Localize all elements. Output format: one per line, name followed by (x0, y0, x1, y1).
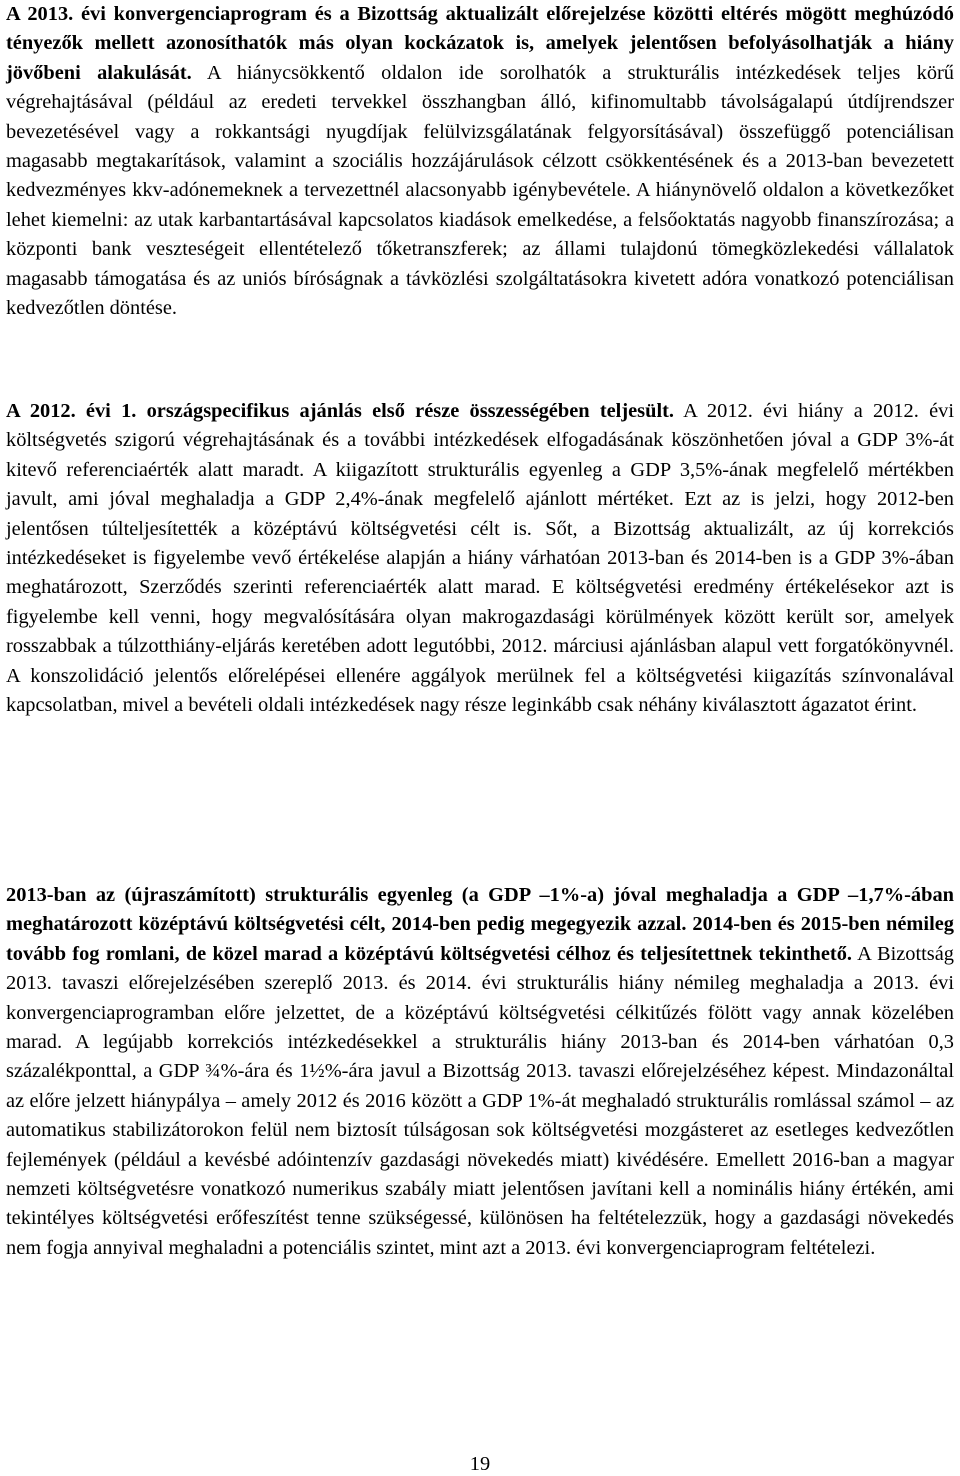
paragraph-body: A hiánycsökkentő oldalon ide sorolhatók a strukturális intézkedések teljes körű végrehajtásával (például az eredeti tervekkel összhangban álló, kifinomultabb távolságalapú útdíjrendszer bevezetésével vagy a rokkantsági nyugdíjak felülvizsgálatának felgyorsításával) összefüggő potenciálisan magasabb megtakarítások, valamint a szociális hozzájárulások célzott csökkentésének és a 2013-ban bevezetett kedvezményes kkv-adónemeknek a tervezettnél alacsonyabb igénybevétele. A hiánynövelő oldalon a következőket lehet kiemelni: az utak karbantartásával kapcsolatos kiadások emelkedése, a felsőoktatás nagyobb finanszírozása; a központi bank veszteségeit ellentételező tőketranszferek; az állami tulajdonú tömegközlekedési vállalatok magasabb támogatása és az uniós bíróságnak a távközlési szolgáltatásokra kivetett adóra vonatkozó potenciálisan kedvezőtlen döntése. (6, 61, 954, 320)
paragraph-body: A 2012. évi hiány a 2012. évi költségvetés szigorú végrehajtásának és a további intézkedések elfogadásának köszönhetően jóval a GDP 3%-át kitevő referenciaérték alatt maradt. A kiigazított strukturális egyenleg a GDP 3,5%-ának megfelelő mértékben javult, ami jóval meghaladja a GDP 2,4%-ának megfelelő ajánlott mértéket. Ezt az is jelzi, hogy 2012-ben jelentősen túlteljesítették a középtávú költségvetési célt is. Sőt, a Bizottság aktualizált, az új korrekciós intézkedéseket is figyelembe vevő értékelése alapján a hiány várhatóan 2013-ban és 2014-ben is a GDP 3%-ában meghatározott, Szerződés szerinti referenciaérték alatt marad. E költségvetési eredmény értékelésekor azt is figyelembe kell venni, hogy megvalósítására olyan makrogazdasági körülmények között került sor, amelyek rosszabbak a túlzotthiány-eljárás keretében adott legutóbbi, 2012. márciusi ajánlásban alapul vett forgatókönyvnél. A konszolidáció jelentős előrelépései ellenére aggályok merülnek fel a költségvetési kiigazítás színvonalával kapcsolatban, mivel a bevételi oldali intézkedések nagy része leginkább csak néhány kiválasztott ágazatot érint. (6, 400, 954, 717)
paragraph-body: A Bizottság 2013. tavaszi előrejelzésében szereplő 2013. és 2014. évi strukturális hiány némileg meghaladja a 2013. évi konvergenciaprogramban előre jelzettet, de a középtávú költségvetési célkitűzés fölött vagy annak közelében marad. A legújabb korrekciós intézkedésekkel a strukturális hiány 2013-ban és 2014-ben várhatóan 0,3 százalékponttal, a GDP ¾%-ára és 1½%-ára javul a Bizottság 2013. tavaszi előrejelzéséhez képest. Mindazonáltal az előre jelzett hiánypálya – amely 2012 és 2016 között a GDP 1%-át meghaladó strukturális romlással számol – az automatikus stabilizátorokon felül nem biztosít túlságosan sok költségvetési mozgásteret az esetleges kedvezőtlen fejlemények (például a kevésbé adóintenzív gazdasági növekedés miatt) kivédésére. Emellett 2016-ban a magyar nemzeti költségvetésre vonatkozó numerikus szabály miatt jelentősen javítani kell a nominális hiány értékén, ami tekintélyes költségvetési erőfeszítést tenne szükségessé, különösen ha feltételezzük, hogy a gazdasági növekedés nem fogja annyival meghaladni a potenciális szintet, mint azt a 2013. évi konvergenciaprogram feltételezi. (6, 942, 954, 1259)
page-number: 19 (469, 1453, 491, 1475)
paragraph-structural-balance (6, 881, 954, 1263)
paragraph-risks (6, 0, 954, 323)
paragraph-bold-lead: A 2013. évi konvergenciaprogram és a Bizottság aktualizált előrejelzése közötti eltérés mögött meghúzódó tényezők mellett azonosíthatók más olyan kockázatok is, amelyek jelentősen befolyásolhatják a hiány jövőbeni alakulását. (6, 3, 954, 84)
paragraph-recommendation (6, 397, 954, 720)
paragraph-bold-lead: A 2012. évi 1. országspecifikus ajánlás első része összességében teljesült. (6, 400, 674, 422)
paragraph-bold-lead: 2013-ban az (újraszámított) strukturális egyenleg (a GDP –1%-a) jóval meghaladja a GDP –1,7%-ában meghatározott középtávú költségvetési célt, 2014-ben pedig megegyezik azzal. 2014-ben és 2015-ben némileg tovább fog romlani, de közel marad a középtávú költségvetési célhoz és teljesítettnek tekinthető. (6, 884, 954, 965)
